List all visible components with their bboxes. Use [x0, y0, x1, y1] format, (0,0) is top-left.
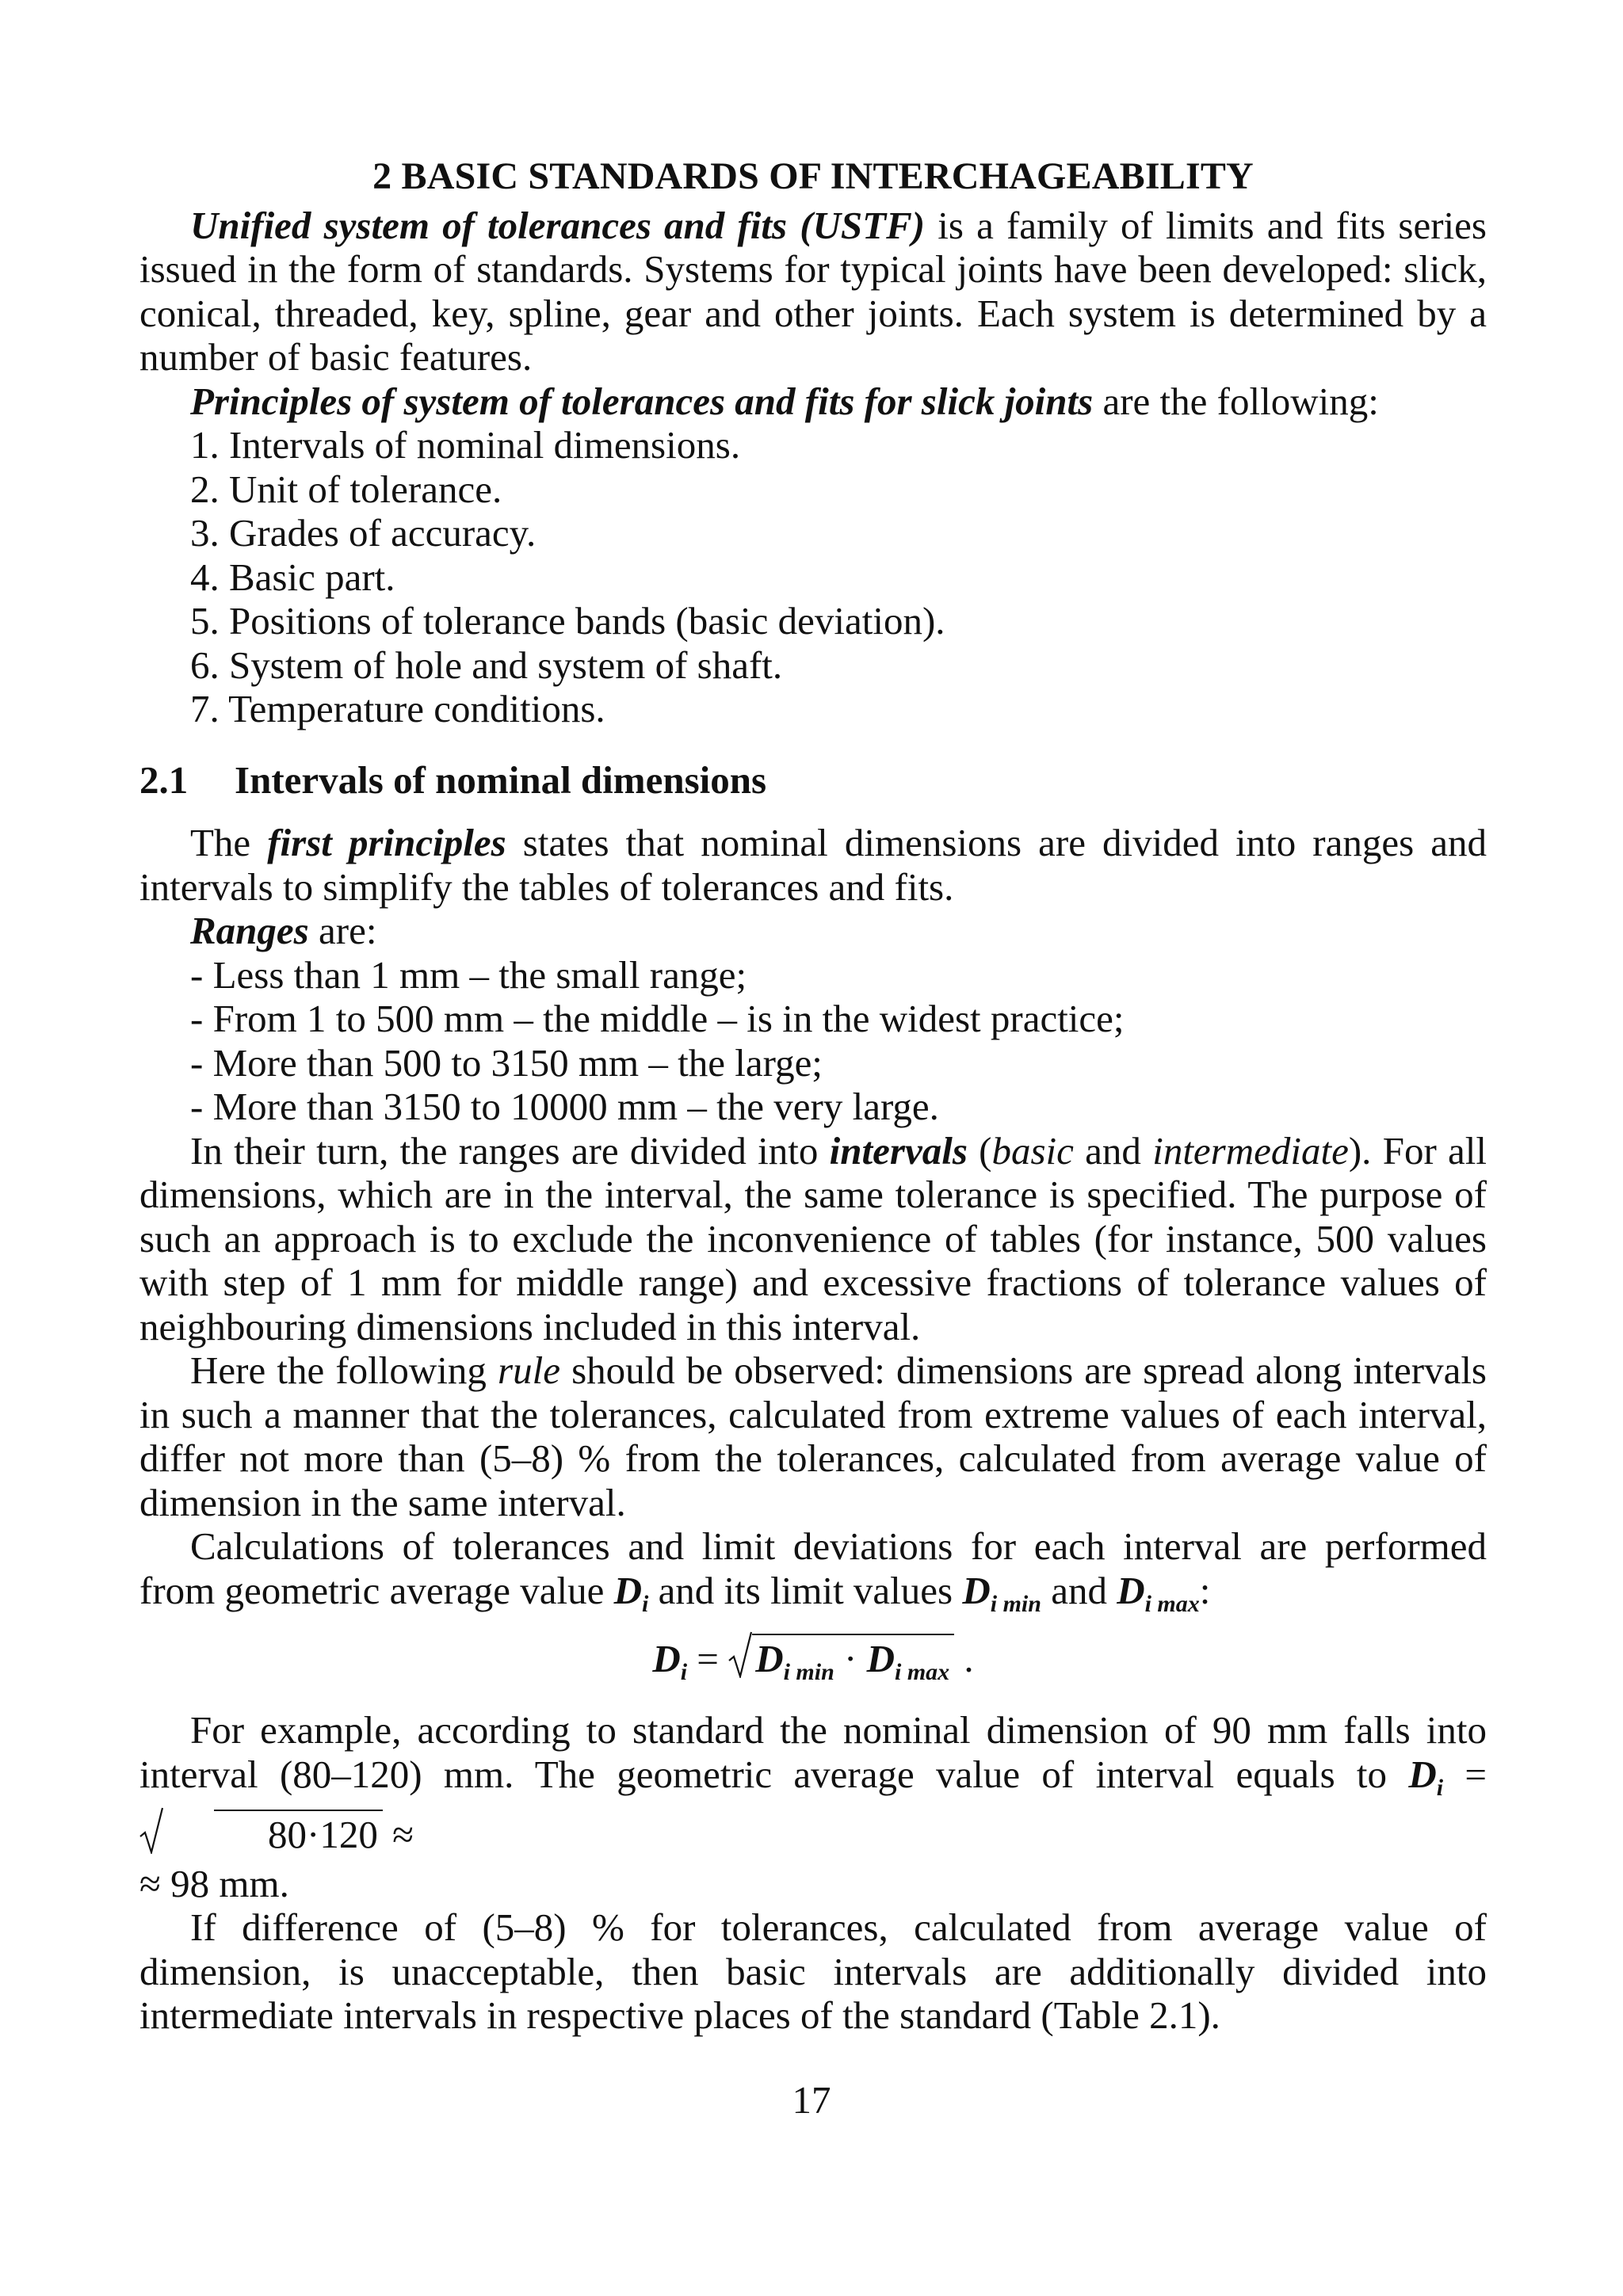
principles-list [139, 423, 1487, 731]
list-item: - More than 3150 to 10000 mm – the very large. [190, 1085, 939, 1128]
list-item: 1. Intervals of nominal dimensions. [190, 423, 741, 467]
rule-term: rule [498, 1348, 560, 1392]
square-root: $D_{i min} \cdot D_{i max}$ [728, 1634, 954, 1695]
first-principle-paragraph: The first principles states that nominal dimensions are divided into ranges and intervals to simplify the tables of tolerances and fits. [139, 821, 1487, 909]
section-title: Intervals of nominal dimensions [235, 757, 767, 802]
list-item: - Less than 1 mm – the small range; [190, 952, 747, 997]
page-body [139, 154, 1487, 2038]
list-item: 6. System of hole and system of shaft. [190, 643, 783, 687]
list-item: 7. Temperature conditions. [190, 687, 605, 730]
geometric-mean-formula: $D_i$ = $D_{i min} \cdot D_{i max}$ . [139, 1634, 1487, 1686]
intervals-paragraph: In their turn, the ranges are divided into intervals (basic and intermediate). For all dimensions, which are in the interval, the same tolerance is specified. The purpose of such an approach is to exclude the inconvenience of tables (for instance, 500 values with step of 1 mm for middle range) and excessive fractions of tolerance values of neighbouring dimensions included in this interval. [139, 1128, 1487, 1348]
section-number: 2.1 [139, 757, 189, 802]
difference-paragraph: If difference of (5–8) % for tolerances, calculated from average value of dimension, is unacceptable, then basic intervals are additionally divided into intermediate intervals in respective places of the standard (Table 2.1). [139, 1905, 1487, 2037]
rule-paragraph: Here the following rule should be observed: dimensions are spread along intervals in such a manner that the tolerances, calculated from extreme values of each interval, differ not more than (5–8) % from the tolerances, calculated from average value of dimension in the same interval. [139, 1348, 1487, 1524]
list-item: 5. Positions of tolerance bands (basic deviation). [190, 599, 945, 643]
list-item: - More than 500 to 3150 mm – the large; [190, 1040, 823, 1085]
example-result: ≈ 98 mm. [139, 1861, 289, 1905]
list-item: - From 1 to 500 mm – the middle – is in the widest practice; [190, 997, 1125, 1040]
principles-intro: Principles of system of tolerances and fits for slick joints are the following: [190, 379, 1379, 423]
section-heading [139, 758, 1487, 803]
square-root: 80·120 [139, 1810, 383, 1857]
first-principles-term: first principles [267, 821, 506, 864]
list-item: 4. Basic part. [190, 555, 395, 599]
chapter-heading: 2 BASIC STANDARDS OF INTERCHAGEABILITY [372, 155, 1254, 197]
radical-sign-icon [728, 1630, 752, 1678]
principles-term: Principles of system of tolerances and fits for slick joints [190, 379, 1094, 423]
intervals-term: intervals [829, 1128, 968, 1173]
list-item: 3. Grades of accuracy. [190, 511, 537, 555]
intro-paragraph: Unified system of tolerances and fits (USTF) is a family of limits and fits series issued in the form of standards. Systems for typical joints have been developed: slick, conical, threaded, key, spline, gear and other joints. Each system is determined by a number of basic features. [139, 203, 1487, 379]
ranges-term: Ranges [190, 909, 309, 952]
ustf-term: Unified system of tolerances and fits (USTF) [190, 203, 926, 247]
example-paragraph: For example, according to standard the nominal dimension of 90 mm falls into interval (80–120) mm. The geometric average value of interval equals to $D_i$ = 80·120 ≈ [139, 1708, 1487, 1856]
ranges-list [139, 953, 1487, 1129]
calculation-paragraph: Calculations of tolerances and limit deviations for each interval are performed from geometric average value $D_i$ and its limit values $D_{i min}$ and $D_{i max}$: [139, 1524, 1487, 1617]
radical-sign-icon [139, 1806, 163, 1854]
page-number: 17 [792, 2078, 831, 2122]
ranges-intro: Ranges are: [190, 909, 377, 952]
list-item: 2. Unit of tolerance. [190, 467, 502, 511]
